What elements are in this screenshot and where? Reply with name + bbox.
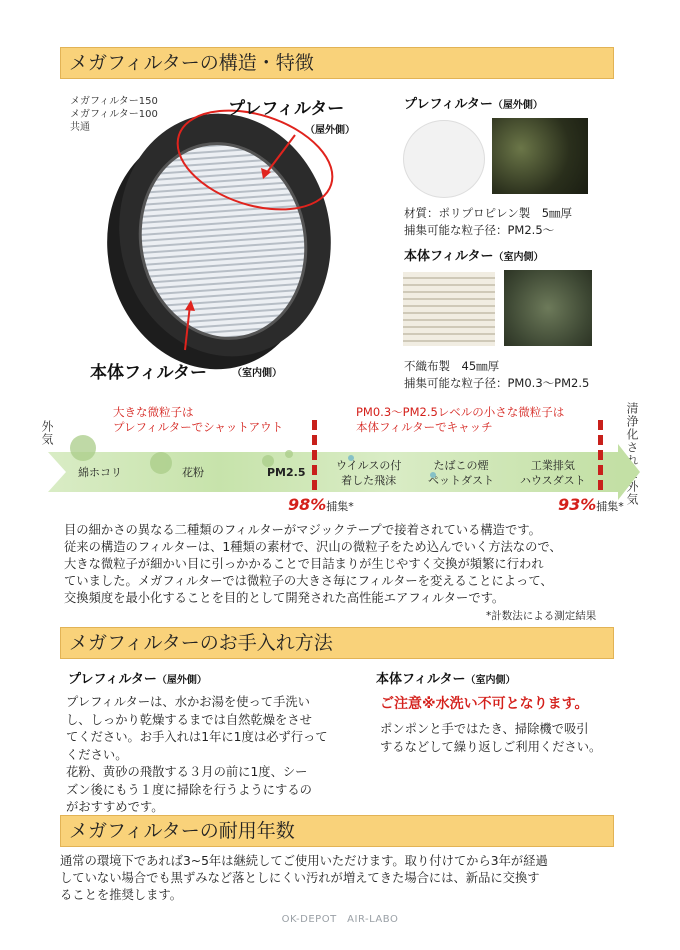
- care-main-line: ポンポンと手ではたき、掃除機で吸引: [380, 722, 589, 736]
- particle-circle: [285, 450, 293, 458]
- outside-air-label: 外気: [40, 420, 54, 446]
- care-main-label: [376, 668, 515, 687]
- right-main-side: （室内側）: [493, 252, 544, 263]
- airflow-arrow-icon: [618, 444, 640, 500]
- small-particle-note: [356, 405, 564, 435]
- large-note-line: 大きな微粒子は: [113, 405, 194, 419]
- main-filter-photo: [403, 272, 495, 346]
- pre-filter-side: （屋外側）: [305, 125, 355, 136]
- section-header-maintenance: メガフィルターのお手入れ方法: [60, 627, 614, 659]
- footer-brand: OK-DEPOT AIR-LABO: [281, 914, 399, 925]
- main-rate-value: 93%: [558, 495, 597, 514]
- care-pre-line: プレフィルターは、水かお湯を使って手洗い: [66, 695, 310, 709]
- lifespan-line: ることを推奨します。: [60, 888, 182, 902]
- main-filter-rate: [558, 495, 624, 514]
- description-line: 交換頻度を最小化することを目的として開発された高性能エアフィルターです。: [64, 591, 505, 605]
- large-particle-note: [113, 405, 283, 435]
- main-filter-specs: [404, 358, 589, 392]
- description-line: 大きな微粒子が細かい目に引っかかることで目詰まりが生じやすく交換が頻繁に行われ: [64, 557, 544, 571]
- particle-smoke-line: ペットダスト: [428, 474, 494, 487]
- model-item: メガフィルター150: [70, 96, 158, 107]
- pre-filter-label: プレフィルター: [228, 99, 345, 119]
- clean-air-label: 清浄化された外気: [625, 402, 639, 506]
- particle-exhaust-line: 工業排気: [530, 459, 575, 472]
- main-rate-suffix: 捕集*: [596, 500, 624, 513]
- pre-rate-suffix: 捕集*: [326, 500, 354, 513]
- pre-spec-particle: 捕集可能な粒子径：PM2.5～: [404, 223, 555, 237]
- main-spec-material: 不織布製 45㎜厚: [404, 359, 500, 373]
- section-header-lifespan: メガフィルターの耐用年数: [60, 815, 614, 847]
- care-pre-label: [68, 668, 207, 687]
- right-pre-label-text: プレフィルター: [404, 97, 493, 112]
- pre-spec-material: 材質：ポリプロピレン製 5㎜厚: [404, 206, 573, 220]
- care-main-text: [380, 721, 640, 756]
- particle-exhaust-line: ハウスダスト: [520, 474, 586, 487]
- description: [64, 522, 624, 607]
- lifespan-text: [60, 853, 630, 904]
- section-header-structure: メガフィルターの構造・特徴: [60, 47, 614, 79]
- particle-cotton-dust: 綿ホコリ: [78, 466, 122, 479]
- description-line: 目の細かさの異なる二種類のフィルターがマジックテープで接着されている構造です。: [64, 523, 541, 537]
- main-filter-side: （室内側）: [232, 368, 282, 379]
- filter-illustration: [95, 95, 355, 395]
- pre-filter-closeup: [492, 118, 588, 194]
- main-filter-line: [598, 420, 603, 495]
- right-main-label-text: 本体フィルター: [404, 249, 494, 264]
- particle-smoke-line: たばこの煙: [433, 459, 489, 472]
- right-pre-side: （屋外側）: [492, 100, 543, 111]
- care-main-label-text: 本体フィルター: [376, 672, 466, 687]
- pre-rate-value: 98%: [288, 495, 327, 514]
- small-note-line: PM0.3～PM2.5レベルの小さな微粒子は: [356, 405, 565, 419]
- care-pre-line: ください。: [66, 747, 128, 762]
- care-pre-line: ズン後にもう１度に掃除を行うようにするの: [66, 782, 312, 797]
- particle-virus-line: ウイルスの付: [336, 459, 402, 472]
- pre-filter-line: [312, 420, 317, 495]
- description-line: 従来の構造のフィルターは、1種類の素材で、沢山の微粒子をため込んでいく方法なので、: [64, 540, 562, 554]
- footnote: *計数法による測定結果: [486, 610, 597, 622]
- small-note-line: 本体フィルターでキャッチ: [356, 420, 493, 434]
- main-spec-particle: 捕集可能な粒子径：PM0.3～PM2.5: [404, 376, 590, 390]
- main-filter-label: 本体フィルター: [90, 363, 207, 383]
- pre-filter-rate: [288, 495, 354, 514]
- large-note-line: プレフィルターでシャットアウト: [113, 420, 284, 434]
- particle-virus-line: 着した飛沫: [341, 474, 397, 487]
- care-pre-text: [66, 694, 366, 817]
- care-pre-side: （屋外側）: [156, 675, 207, 686]
- model-item: 共通: [70, 122, 90, 133]
- lifespan-line: していない場合でも黒ずみなど落としにくい汚れが増えてきた場合には、新品に交換す: [60, 871, 540, 885]
- lifespan-line: 通常の環境下であれば3~5年は継続してご使用いただけます。取り付けてから3年が経過: [60, 854, 548, 868]
- arrow-notch-icon: [48, 452, 66, 492]
- particle-circle: [70, 435, 96, 461]
- pre-filter-specs: [404, 205, 572, 239]
- particle-smoke: [428, 458, 494, 488]
- model-item: メガフィルター100: [70, 109, 158, 120]
- particle-pm25: PM2.5: [267, 466, 306, 479]
- care-main-line: するなどして繰り返しご利用ください。: [380, 739, 602, 754]
- care-main-warning: ご注意※水洗い不可となります。: [380, 696, 589, 712]
- care-pre-label-text: プレフィルター: [68, 672, 157, 687]
- care-pre-line: がおすすめです。: [66, 800, 164, 814]
- care-pre-line: てください。お手入れは1年に1度は必ず行って: [66, 730, 328, 744]
- particle-exhaust: [520, 458, 586, 488]
- care-pre-line: 花粉、黄砂の飛散する３月の前に1度、シー: [66, 765, 308, 779]
- right-pre-label: [404, 93, 543, 112]
- pre-filter-photo: [403, 120, 485, 198]
- main-filter-closeup: [504, 270, 592, 346]
- particle-virus: [336, 458, 401, 488]
- right-main-label: [404, 245, 543, 264]
- description-line: ていました。メガフィルターでは微粒子の大きさ毎にフィルターを変えることによって、: [64, 574, 553, 588]
- particle-pollen: 花粉: [182, 466, 204, 479]
- care-main-side: （室内側）: [465, 675, 516, 686]
- care-pre-line: し、しっかり乾燥するまでは自然乾燥をさせ: [66, 712, 312, 727]
- particle-circle: [150, 452, 172, 474]
